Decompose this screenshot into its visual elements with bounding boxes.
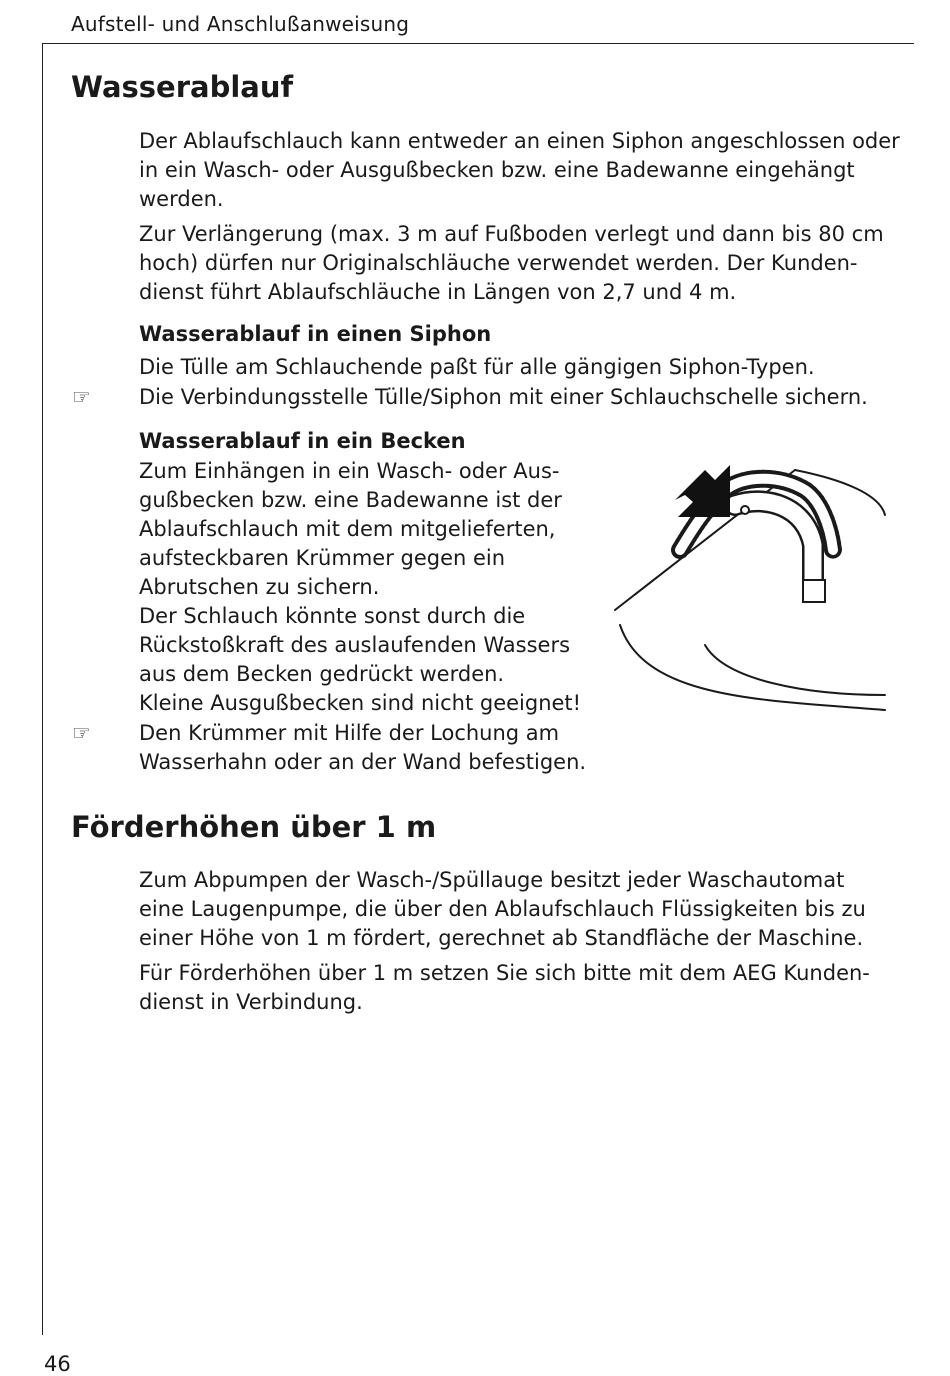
hose-bend-illustration [605, 455, 890, 725]
mounting-hole [741, 506, 749, 514]
intro-paragraph-2: Zur Verlängerung (max. 3 m auf Fußboden verlegt und dann bis 80 cm hoch) dürfen nur Originalschläuche verwendet werden. Der Kunden- dienst führt Ablaufschläuche in Längen von 2,7 und 4 m. [139, 222, 884, 304]
basin-inner-edge [705, 645, 885, 695]
arrow-icon [675, 465, 730, 517]
foerderhoehen-paragraph-1: Zum Abpumpen der Wasch-/Spüllauge besitzt jeder Waschautomat eine Laugenpumpe, die über den Ablaufschlauch Flüssigkeiten bis zu einer Höhe von 1 m fördert, gerechnet ab Standfläche der Maschine. [139, 868, 866, 950]
siphon-text: Die Tülle am Schlauchende paßt für alle gängigen Siphon-Typen. [139, 355, 815, 379]
becken-note: Den Krümmer mit Hilfe der Lochung am Wasserhahn oder an der Wand befestigen. [139, 721, 587, 774]
bend-nozzle [803, 580, 825, 602]
becken-text: Zum Einhängen in ein Wasch- oder Aus- gußbecken bzw. eine Badewanne ist der Ablaufschlauch mit dem mitgelieferten, aufsteckbaren Krümmer gegen ein Abrutschen zu sichern. Der Schlauch könnte sonst durch die Rückstoßkraft des auslaufenden Wassers aus dem Becken gedrückt werden. Kleine Ausgußbecken sind nicht geeignet! [139, 459, 582, 715]
header-rule [42, 43, 914, 44]
foerderhoehen-paragraph-2: Für Förderhöhen über 1 m setzen Sie sich bitte mit dem AEG Kunden- dienst in Verbindung. [139, 961, 870, 1014]
subheading-siphon: Wasserablauf in einen Siphon [139, 322, 492, 346]
hand-pointer-icon: ☞ [72, 385, 91, 409]
running-header: Aufstell- und Anschlußanweisung [71, 12, 410, 36]
siphon-note: Die Verbindungsstelle Tülle/Siphon mit einer Schlauchschelle sichern. [139, 385, 868, 409]
basin-front-edge [620, 625, 885, 710]
margin-rule [42, 43, 43, 1335]
hand-pointer-icon: ☞ [72, 721, 91, 745]
section-heading-foerderhoehen: Förderhöhen über 1 m [71, 810, 437, 844]
intro-paragraph-1: Der Ablaufschlauch kann entweder an einen Siphon angeschlossen oder in ein Wasch- oder Ausgußbecken bzw. eine Badewanne eingehängt werden. [139, 129, 900, 211]
page-number: 46 [44, 1352, 71, 1376]
subheading-becken: Wasserablauf in ein Becken [139, 429, 466, 453]
section-heading-wasserablauf: Wasserablauf [71, 70, 294, 104]
